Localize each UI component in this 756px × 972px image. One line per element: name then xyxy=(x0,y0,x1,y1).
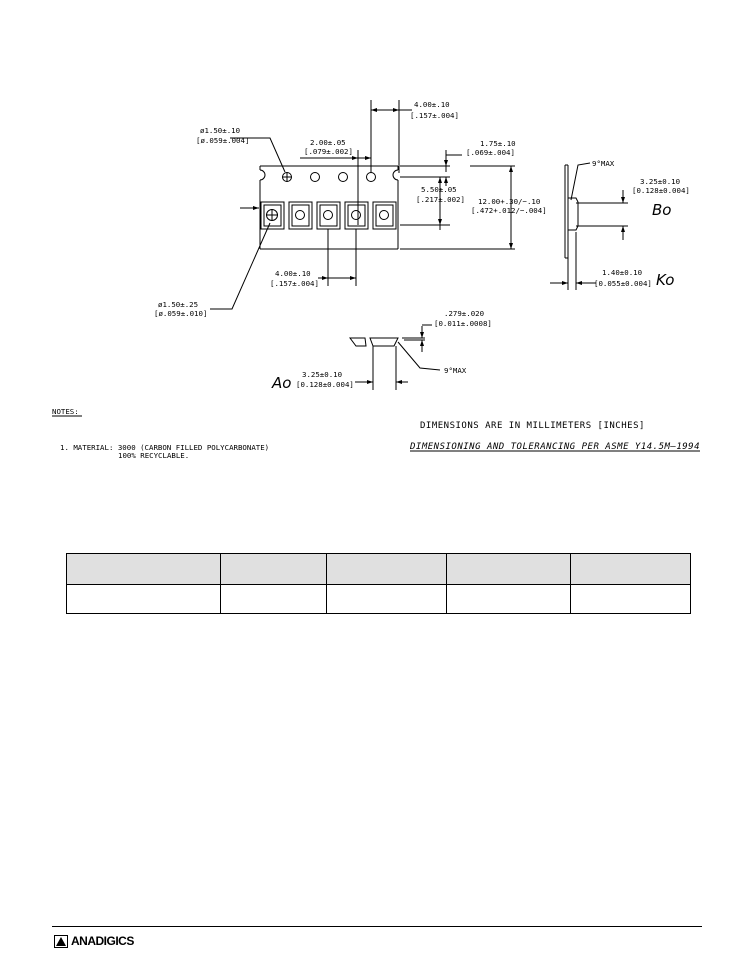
dim-edge-to-hole: 1.75±.10 xyxy=(480,139,516,148)
dim-ao: 3.25±0.10 xyxy=(302,370,343,379)
section-view xyxy=(350,325,440,390)
label-bo: Bo xyxy=(652,201,672,219)
dim-pocket-pitch: 4.00±.10 xyxy=(275,269,311,278)
dim-pocket-pitch-in: [.157±.004] xyxy=(270,279,319,288)
brand-name: ANADIGICS xyxy=(71,934,134,948)
dim-side-angle: 9°MAX xyxy=(592,159,615,168)
standard-note: DIMENSIONING AND TOLERANCING PER ASME Y14.5M–1994 xyxy=(410,442,701,452)
dim-tape-width: 12.00+.30/−.10 xyxy=(478,197,541,206)
dim-thickness-in: [0.011±.0008] xyxy=(434,319,492,328)
dim-hole-to-center: 5.50±.05 xyxy=(421,185,457,194)
sprocket-holes xyxy=(282,172,376,182)
dim-pocket-hole-dia: ø1.50±.25 xyxy=(158,300,199,309)
anadigics-logo-icon xyxy=(54,935,68,948)
dim-hole-dia-in: [ø.059±.004] xyxy=(196,136,250,145)
dim-hole-to-pocket-in: [.079±.002] xyxy=(304,147,353,156)
dim-hole-to-pocket: 2.00±.05 xyxy=(310,138,346,147)
label-ao: Ao xyxy=(272,374,292,392)
spec-table xyxy=(66,553,691,614)
notes-heading: NOTES: xyxy=(52,407,79,416)
dim-ao-in: [0.128±0.004] xyxy=(296,380,354,389)
sprocket-hole xyxy=(311,173,320,182)
dim-hole-dia: ø1.50±.10 xyxy=(200,126,241,135)
dim-pitch-in: [.157±.004] xyxy=(410,111,459,120)
sprocket-hole xyxy=(339,173,348,182)
table-header-cell xyxy=(447,554,571,585)
dim-pocket-hole-dia-in: [ø.059±.010] xyxy=(154,309,208,318)
table-cell xyxy=(67,585,221,614)
dim-ko: 1.40±0.10 xyxy=(602,268,643,277)
dim-bo: 3.25±0.10 xyxy=(640,177,681,186)
table-header-cell xyxy=(327,554,447,585)
footer-rule xyxy=(52,926,702,927)
brand-logo xyxy=(54,934,134,948)
table-cell xyxy=(447,585,571,614)
dim-bo-in: [0.128±0.004] xyxy=(632,186,690,195)
units-note: DIMENSIONS ARE IN MILLIMETERS [INCHES] xyxy=(420,421,645,431)
table-header-row xyxy=(67,554,691,585)
note-1-line-1: 1. MATERIAL: 3000 (CARBON FILLED POLYCARBONATE) xyxy=(60,443,270,452)
table-header-cell xyxy=(67,554,221,585)
dim-ko-in: [0.055±0.004] xyxy=(594,279,652,288)
table-cell xyxy=(571,585,691,614)
pockets xyxy=(261,202,396,229)
table-cell xyxy=(221,585,327,614)
dim-tape-width-in: [.472+.012/−.004] xyxy=(471,206,547,215)
table-header-cell xyxy=(571,554,691,585)
dim-hole-to-center-in: [.217±.002] xyxy=(416,195,465,204)
dim-section-angle: 9°MAX xyxy=(444,366,467,375)
table-cell xyxy=(327,585,447,614)
note-1-line-2: 100% RECYCLABLE. xyxy=(118,451,190,460)
dim-edge-to-hole-in: [.069±.004] xyxy=(466,148,515,157)
dim-thickness: .279±.020 xyxy=(444,309,485,318)
sprocket-hole xyxy=(367,173,376,182)
dim-pitch: 4.00±.10 xyxy=(414,100,450,109)
table-row xyxy=(67,585,691,614)
table-header-cell xyxy=(221,554,327,585)
label-ko: Ko xyxy=(656,271,675,289)
